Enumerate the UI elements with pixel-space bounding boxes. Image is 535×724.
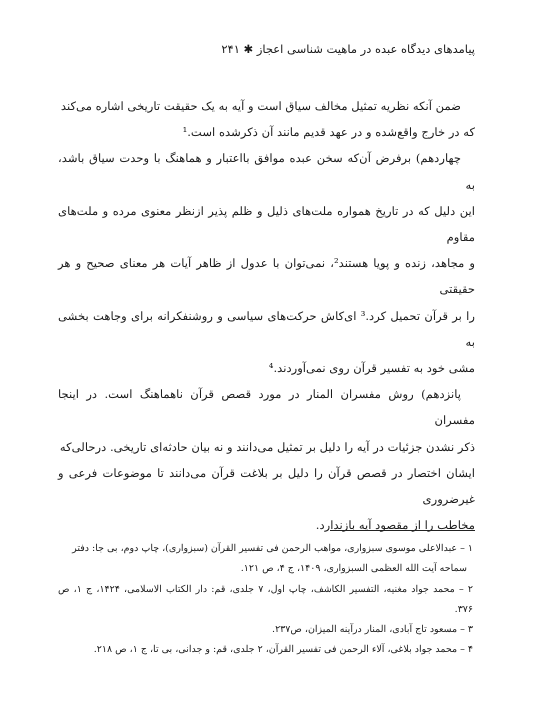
body-text <box>58 93 475 538</box>
footnote-1-continued: سماحه آیت الله العظمی السبزواری، ۱۴۰۹، ج ۴، ص ۱۲۱. <box>240 563 467 575</box>
footnote-1: ۱ – عبدالاعلی موسوی سبزواری، مواهب الرحمن فی تفسیر القرآن (سبزواری)، چاپ دوم، بی جا: دفتر <box>72 543 473 554</box>
footnote-2: ۲ – محمد جواد مغنیه، التفسیر الکاشف، چاپ اول، ۷ جلدی، قم: دار الکتاب الاسلامی، ۱۴۲۴، ج ۱، ص ۳۷۶. <box>58 583 474 615</box>
paragraph-line: چهاردهم) برفرض آن‌که سخن عبده موافق بااعتبار و هماهنگ با وحدت سیاق باشد، به <box>58 151 475 192</box>
paragraph-line: ضمن آنکه نظریه تمثیل مخالف سیاق است و آیه به یک حقیقت تاریخی اشاره می‌کند <box>60 99 461 113</box>
paragraph-line: ذکر نشدن جزئیات در آیه را دلیل بر تمثیل می‌دانند و نه بیان حادثه‌ای تاریخی. درحالی‌که <box>59 439 475 454</box>
running-header: پیامدهای دیدگاه عبده در ماهیت شناسی اعجاز ✱ ۲۴۱ <box>221 42 475 56</box>
paragraph-line: را بر قرآن تحمیل کرد.³ ای‌کاش حرکت‌های سیاسی و روشنفکرانه برای وجاهت بخشی به <box>58 308 475 349</box>
paragraph-line: پانزدهم) روش مفسران المنار در مورد قصص قرآن ناهماهنگ است. در اینجا مفسران <box>58 387 475 428</box>
paragraph-line: و مجاهد، زنده و پویا هستند²، نمی‌توان با عدول از ظاهر آیات هر معنای صحیح و هر حقیقتی <box>58 256 475 297</box>
footnote-4: ۴ – محمد جواد بلاغی، آلاء الرحمن فی تفسیر القرآن، ۲ جلدی، قم: و جدانی، بی تا، ج ۱، ص ۲۱۸. <box>93 644 473 656</box>
paragraph-line: مشی خود به تفسیر قرآن روی نمی‌آوردند.⁴ <box>268 361 475 376</box>
footnote-divider <box>330 530 475 531</box>
footnotes <box>58 539 473 661</box>
paragraph-line: ایشان اختصار در قصص قرآن را دلیل بر بلاغت قرآن می‌دانند تا موضوعات فرعی و غیرضروری <box>58 465 475 507</box>
paragraph-line: که در خارج واقع‌شده و در عهد قدیم مانند آن ذکرشده است.¹ <box>182 125 475 140</box>
footnote-3: ۳ – مسعود تاج آبادی، المنار درآینه المیزان، ص۲۳۷. <box>272 624 473 636</box>
paragraph-line: این دلیل که در تاریخ همواره ملت‌های ذلیل و ظلم پذیر ازنظر معنوی مرده و ملت‌های مقاوم <box>58 203 475 245</box>
paragraph-line: مخاطب را از مقصود آیه بازندارد. <box>315 518 475 533</box>
